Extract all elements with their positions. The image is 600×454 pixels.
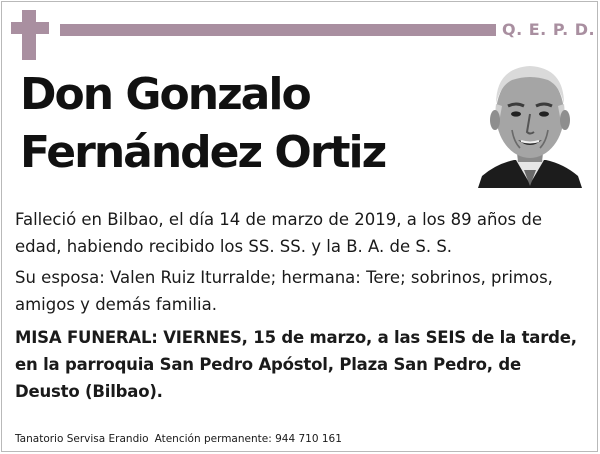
deceased-name [20, 66, 450, 182]
cross-vertical-bar [22, 10, 36, 60]
deceased-name-line-1: Don Gonzalo [20, 69, 310, 120]
death-announcement: Falleció en Bilbao, el día 14 de marzo de 2019, a los 89 años de edad, habiendo recibido los SS. SS. y la B. A. de S. S. [15, 210, 542, 256]
qepd-label: Q. E. P. D. [502, 20, 596, 39]
funeral-home-name: Tanatorio Servisa Erandio [15, 433, 149, 445]
header-rule [60, 24, 496, 36]
portrait-photo [478, 58, 582, 188]
contact-phone: Atención permanente: 944 710 161 [154, 433, 342, 445]
footer [15, 432, 535, 446]
funeral-mass-details: MISA FUNERAL: VIERNES, 15 de marzo, a las SEIS de la tarde, en la parroquia San Pedro Apóstol, Plaza San Pedro, de Deusto (Bilbao). [15, 328, 577, 401]
cross-horizontal-bar [11, 22, 49, 34]
family-members: Su esposa: Valen Ruiz Iturralde; hermana: Tere; sobrinos, primos, amigos y demás familia. [15, 268, 553, 314]
deceased-name-line-2: Fernández Ortiz [20, 127, 386, 178]
